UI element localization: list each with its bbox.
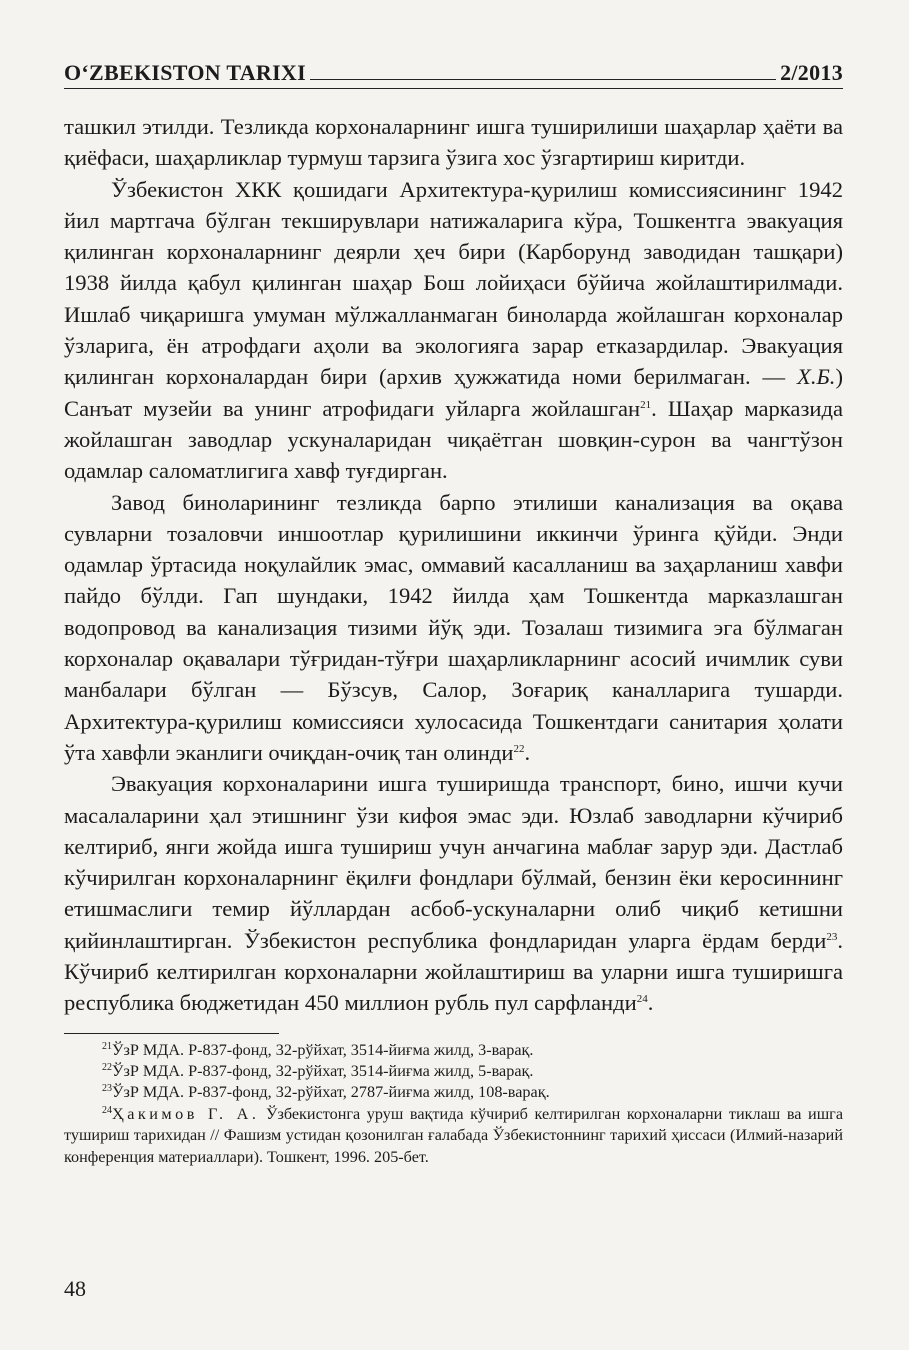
footnotes [64,1040,843,1168]
footnote-text: ЎзР МДА. Р-837-фонд, 32-рўйхат, 3514-йиғма жилд, 3-варақ. [112,1040,534,1059]
footnote-ref[interactable]: 23 [826,930,838,943]
paragraph-3 [64,487,843,769]
paragraph-4 [64,768,843,1018]
header-underline [64,88,843,89]
journal-title: O‘ZBEKISTON TARIXI [64,60,306,85]
running-header [64,52,843,86]
footnote-ref[interactable]: 22 [513,742,525,755]
footnote-number: 23 [102,1083,112,1095]
paragraph-text: Эвакуация корхоналарини ишга туширишда транспорт, бино, ишчи кучи масалаларини ҳал этишнинг ўзи кифоя эмас эди. Юзлаб заводларни кўчириб келтириб, янги жойда ишга тушириш учун анчагина маблағ зарур эди. Дастлаб кўчирилган корхоналарнинг ёқилғи фондлари бўлмай, бензин ёки керосиннинг етишмаслиги темир йўллардан асбоб-ускуналарни олиб чиқиб кетишни қийинлаштирган. Ўзбекистон республика фондларидан уларга ёрдам берди [64,771,843,953]
author-initials: Х.Б. [797,364,836,390]
issue-number: 2/2013 [780,60,843,85]
paragraph-text: ) Санъат музейи ва унинг атрофидаги уйларга жойлашган [64,364,843,421]
footnote-ref[interactable]: 21 [640,398,652,411]
paragraph-text: . [524,739,531,765]
footnote-author: Ҳакимов Г. А. [112,1104,260,1123]
paragraph-text: . Шаҳар марказида жойлашган заводлар ускуналаридан чиқаётган шовқин-сурон ва чангтўзон одамлар саломатлигига хавф туғдирган. [64,395,844,484]
footnote-text: Ўзбекистонга уруш вақтида кўчириб келтирилган корхоналарни тиклаш ва ишга тушириш тарихидан // Фашизм устидан қозонилган ғалабада Ўзбекистоннинг тарихий ҳиссаси (Илмий-назарий конференция материаллари). Тошкент, 1996. 205-бет. [64,1104,843,1166]
footnote-separator [64,1033,279,1034]
paragraph-1 [64,111,843,174]
footnote-number: 21 [102,1040,112,1052]
header-rule [310,79,776,80]
paragraph-text: Завод биноларининг тезликда барпо этилиши канализация ва оқава сувларни тозаловчи иншоотлар қурилишини иккинчи ўринга қўйди. Энди одамлар ўртасида ноқулайлик эмас, оммавий касалланиш ва заҳарланиш хавфи пайдо бўлди. Гап шундаки, 1942 йилда ҳам Тошкентда марказлашган водопровод ва канализация тизими йўқ эди. Тозалаш тизимига эга бўлмаган корхоналар оқавалари тўғридан-тўғри шаҳарликларнинг асосий ичимлик суви манбалари бўлган — Бўзсув, Салор, Зоғариқ каналларига тушарди. Архитектура-қурилиш комиссияси хулосасида Тошкентдаги санитария ҳолати ўта хавфли эканлиги очиқдан-очиқ тан олинди [64,489,843,765]
footnote-number: 24 [102,1104,112,1116]
footnote-22 [64,1061,843,1082]
page-number: 48 [64,1276,86,1301]
footnote-24 [64,1104,843,1168]
footnote-21 [64,1040,843,1061]
paragraph-text: Ўзбекистон ХКК қошидаги Архитектура-қурилиш комиссиясининг 1942 йил мартгача бўлган текширувлари натижаларига кўра, Тошкентга эвакуация қилинган корхоналарнинг деярли ҳеч бири (Карборунд заводидан ташқари) 1938 йилда қабул қилинган шаҳар Бош лойиҳаси бўйича жойлаштирилмади. Ишлаб чиқаришга умуман мўлжалланмаган биноларда жойлашган корхоналар ўзларига, ён атрофдаги аҳоли ва экологияга зарар етказардилар. Эвакуация қилинган корхоналардан бири (архив ҳужжатида номи берилмаган. — [64,176,843,390]
paragraph-text: . [647,990,654,1016]
footnote-ref[interactable]: 24 [636,993,648,1006]
footnote-text: ЎзР МДА. Р-837-фонд, 32-рўйхат, 3514-йиғма жилд, 5-варақ. [112,1062,534,1081]
paragraph-text: ташкил этилди. Тезликда корхоналарнинг ишга туширилиши шаҳарлар ҳаёти ва қиёфаси, шаҳарликлар турмуш тарзига ўзига хос ўзгартириш киритди. [64,114,843,171]
footnote-number: 22 [102,1062,112,1074]
paragraph-text: . Кўчириб келтирилган корхоналарни жойлаштириш ва уларни ишга туширишга республика бюджетидан 450 миллион рубль пул сарфланди [64,927,843,1016]
footnote-text: ЎзР МДА. Р-837-фонд, 32-рўйхат, 2787-йиғма жилд, 108-варақ. [112,1083,550,1102]
footnote-23 [64,1082,843,1103]
article-body [64,111,843,1019]
paragraph-2 [64,174,843,487]
